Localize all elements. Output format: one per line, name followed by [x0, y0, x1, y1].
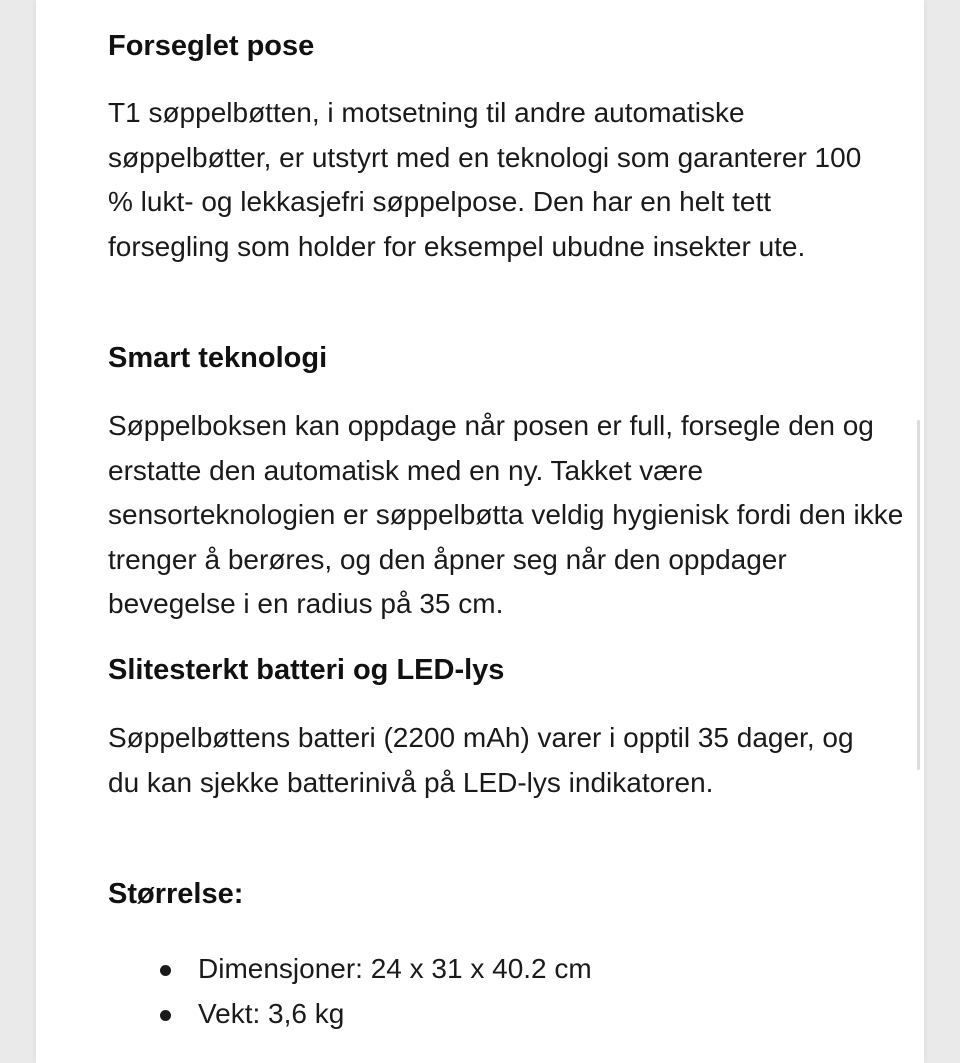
size-spec-list: [108, 947, 592, 1036]
spec-weight: Vekt: 3,6 kg: [198, 997, 345, 1029]
section-heading-smart-technology: Smart teknologi: [108, 342, 328, 374]
list-item: [108, 947, 592, 992]
section-body-smart-technology: Søppelboksen kan oppdage når posen er full, forsegle den og erstatte den automatisk med en ny. Takket være sensorteknologien er søppelbøtta veldig hygienisk fordi den ikke trenger å berøres, og den åpner seg når den oppdager bevegelse i en radius på 35 cm.: [108, 410, 904, 620]
section-body-battery-led: Søppelbøttens batteri (2200 mAh) varer i opptil 35 dager, og du kan sjekke batterinivå på LED-lys indikatoren.: [108, 722, 854, 798]
list-item: [108, 992, 592, 1037]
spec-dimensions: Dimensjoner: 24 x 31 x 40.2 cm: [198, 953, 592, 984]
section-heading-size: Størrelse:: [108, 878, 244, 910]
section-heading-battery-led: Slitesterkt batteri og LED-lys: [108, 654, 505, 686]
article-page: [36, 0, 924, 1063]
section-heading-sealed-bag: Forseglet pose: [108, 30, 315, 62]
bullet-icon: [160, 965, 171, 976]
bullet-icon: [160, 1010, 171, 1021]
section-body-sealed-bag: T1 søppelbøtten, i motsetning til andre automatiske søppelbøtter, er utstyrt med en teknologi som garanterer 100 % lukt- og lekkasjefri søppelpose. Den har en helt tett forsegling som holder for eksempel ubudne insekter ute.: [108, 97, 862, 262]
